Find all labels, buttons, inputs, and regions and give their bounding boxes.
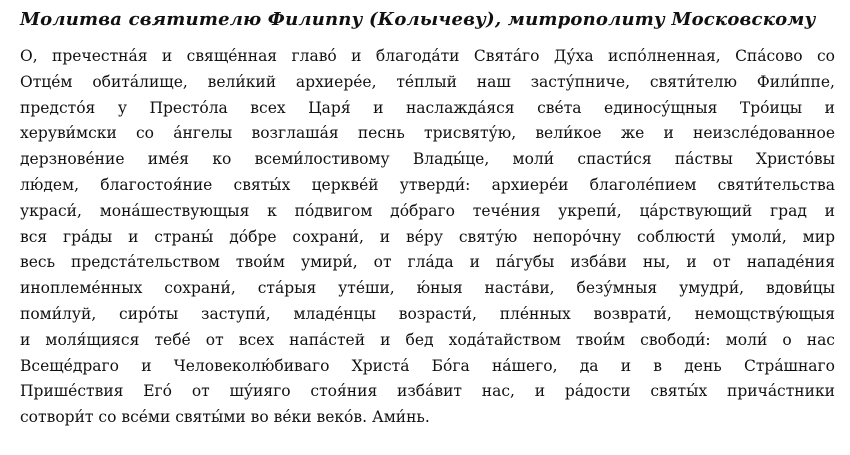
prayer-line: лю́дем, благостоя́ние святы́х церкве́й утверди́: архиере́и благоле́пием святи́тельства	[20, 175, 835, 194]
prayer-line: О, пречестна́я и свяще́нная главо́ и благода́ти Свята́го Ду́ха испо́лненная, Спа́сово со	[20, 47, 835, 65]
prayer-line: дерзнове́ние име́я ко всеми́лостивому Влады́це, моли́ спасти́ся па́ствы Христо́вы	[20, 150, 835, 169]
prayer-line: херуви́мски со а́нгелы возглаша́я песнь трисвяту́ю, вели́кое же и неизсле́дованное	[20, 124, 835, 143]
prayer-line: весь предста́тельством твои́м умири́, от гла́да и па́губы изба́ви ны, и от нападе́ния	[20, 253, 835, 272]
prayer-line: украси́, мона́шествующыя к по́двигом до́браго тече́ния укрепи́, ца́рствующий град и	[20, 201, 835, 220]
prayer-title: Молитва святителю Филиппу (Колычеву), митрополиту Московскому	[20, 9, 816, 30]
prayer-body	[20, 44, 835, 431]
prayer-line: Прише́ствия Его́ от шу́ияго стоя́ния изба́вит нас, и ра́дости святы́х прича́стники	[20, 382, 835, 401]
prayer-line: вся гра́ды и страны́ до́бре сохрани́, и ве́ру святу́ю непоро́чну соблюсти́ умоли́, мир	[20, 227, 835, 246]
prayer-line: сотвори́т со все́ми святы́ми во ве́ки веко́в. Ами́нь.	[20, 408, 430, 427]
prayer-line: и моля́щияся тебе́ от всех напа́стей и бед хода́тайством твои́м свободи́: моли́ о нас	[20, 330, 835, 349]
prayer-line: Всеще́драго и Человеколю́биваго Христа́ Бо́га на́шего, да и в день Стра́шнаго	[20, 356, 835, 375]
prayer-line: поми́луй, сиро́ты заступи́, младе́нцы возрасти́, пле́нных возврати́, немощству́ющыя	[20, 304, 835, 323]
prayer-line: предсто́я у Престо́ла всех Царя́ и наслажда́яся све́та единосу́щныя Тро́ицы и	[20, 98, 835, 117]
prayer-line: Отце́м обита́лище, вели́кий архиере́е, те́плый наш засту́пниче, святи́телю Фили́ппе,	[20, 72, 835, 91]
prayer-line: иноплеме́нных сохрани́, ста́рыя уте́ши, ю́ныя наста́ви, безу́мныя умудри́, вдови́цы	[20, 279, 835, 298]
